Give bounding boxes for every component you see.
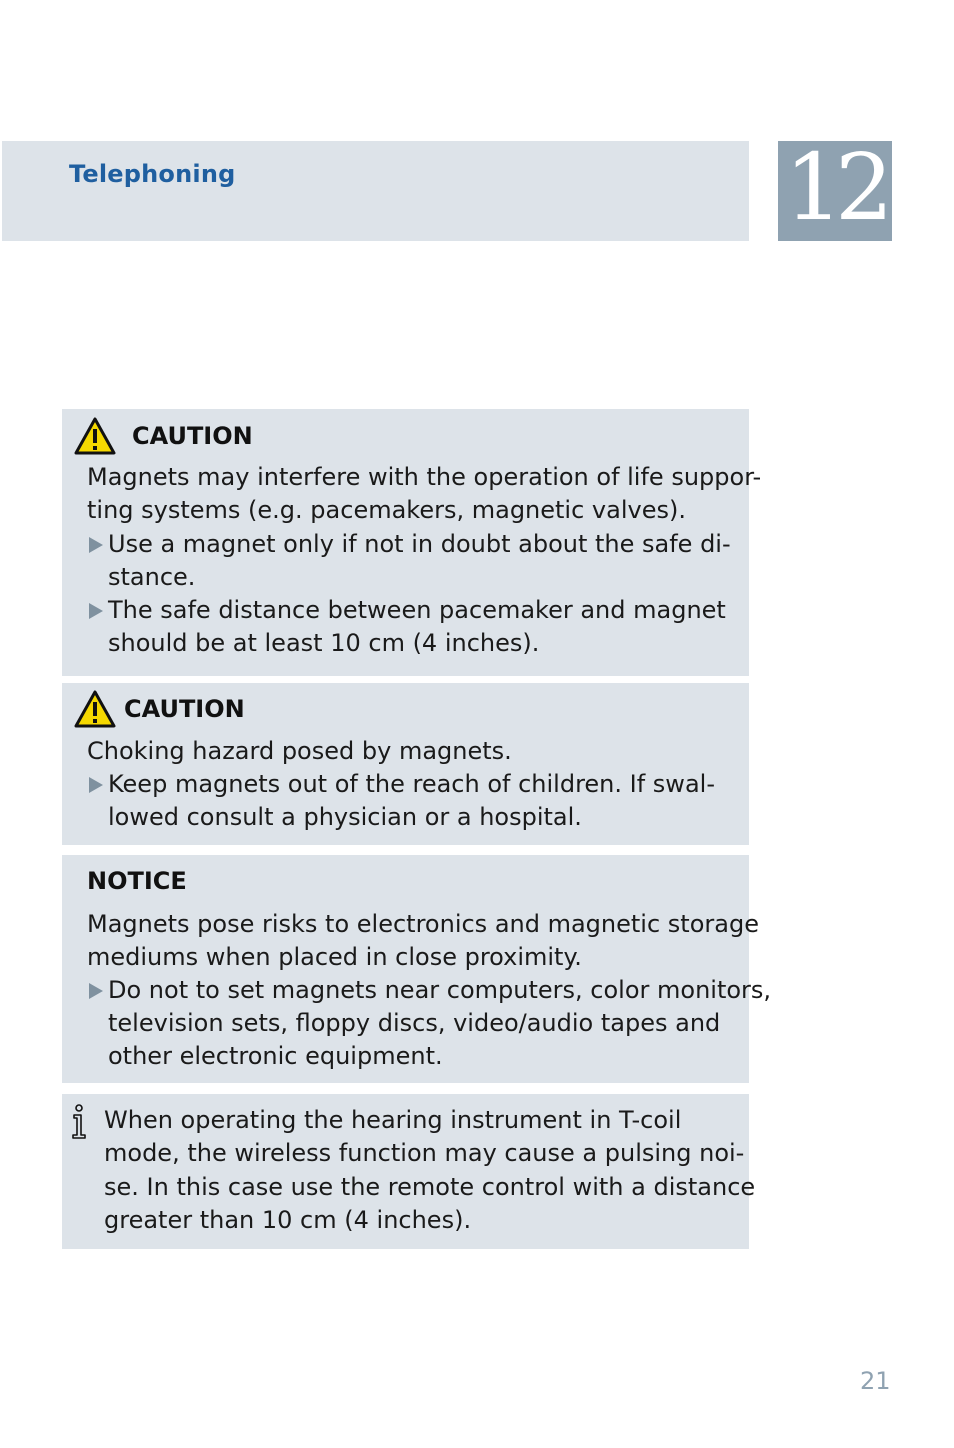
info-icon bbox=[70, 1104, 88, 1140]
caution-label: CAUTION bbox=[132, 422, 253, 450]
info-text-line: mode, the wireless function may cause a pulsing noi- bbox=[104, 1139, 745, 1167]
caution-heading bbox=[74, 417, 253, 455]
header-band bbox=[2, 141, 749, 241]
caution-heading bbox=[74, 690, 245, 728]
chapter-number-box bbox=[778, 141, 892, 241]
bullet-arrow-icon bbox=[89, 777, 103, 793]
caution-box-choking bbox=[62, 683, 749, 845]
caution-label: CAUTION bbox=[124, 695, 245, 723]
notice-text-line: Magnets pose risks to electronics and magnetic storage bbox=[87, 910, 759, 938]
caution-box-magnet-interference bbox=[62, 409, 762, 676]
caution-text-line: Choking hazard posed by magnets. bbox=[87, 737, 512, 765]
bullet-arrow-icon bbox=[89, 983, 103, 999]
notice-box bbox=[62, 855, 772, 1083]
info-box bbox=[62, 1094, 756, 1249]
notice-text-line: mediums when placed in close proximity. bbox=[87, 943, 582, 971]
bullet-arrow-icon bbox=[89, 603, 103, 619]
warning-triangle-icon bbox=[74, 690, 116, 728]
bullet-text-line: should be at least 10 cm (4 inches). bbox=[108, 629, 540, 657]
page-number: 21 bbox=[860, 1367, 891, 1395]
bullet-text-line: Do not to set magnets near computers, color monitors, bbox=[108, 976, 772, 1004]
bullet-item bbox=[89, 974, 771, 1073]
notice-heading bbox=[87, 867, 187, 895]
bullet-item bbox=[89, 768, 715, 834]
bullet-text-line: stance. bbox=[108, 563, 196, 591]
bullet-text-line: lowed consult a physician or a hospital. bbox=[108, 803, 582, 831]
info-text-line: greater than 10 cm (4 inches). bbox=[104, 1206, 472, 1234]
bullet-text-line: television sets, floppy discs, video/audio tapes and bbox=[108, 1009, 721, 1037]
caution-text-line: Magnets may interfere with the operation of life suppor- bbox=[87, 463, 762, 491]
bullet-item bbox=[89, 594, 726, 660]
section-title: Telephoning bbox=[69, 160, 236, 188]
chapter-number: 12 bbox=[784, 141, 886, 241]
info-text-line: se. In this case use the remote control with a distance bbox=[104, 1173, 756, 1201]
bullet-arrow-icon bbox=[89, 537, 103, 553]
bullet-text-line: Keep magnets out of the reach of children. If swal- bbox=[108, 770, 715, 798]
bullet-item bbox=[89, 528, 731, 594]
bullet-text-line: The safe distance between pacemaker and magnet bbox=[108, 596, 726, 624]
warning-triangle-icon bbox=[74, 417, 116, 455]
caution-text-line: ting systems (e.g. pacemakers, magnetic valves). bbox=[87, 496, 686, 524]
notice-label: NOTICE bbox=[87, 867, 187, 895]
bullet-text-line: other electronic equipment. bbox=[108, 1042, 443, 1070]
info-text-line: When operating the hearing instrument in T-coil bbox=[104, 1106, 682, 1134]
bullet-text-line: Use a magnet only if not in doubt about the safe di- bbox=[108, 530, 731, 558]
